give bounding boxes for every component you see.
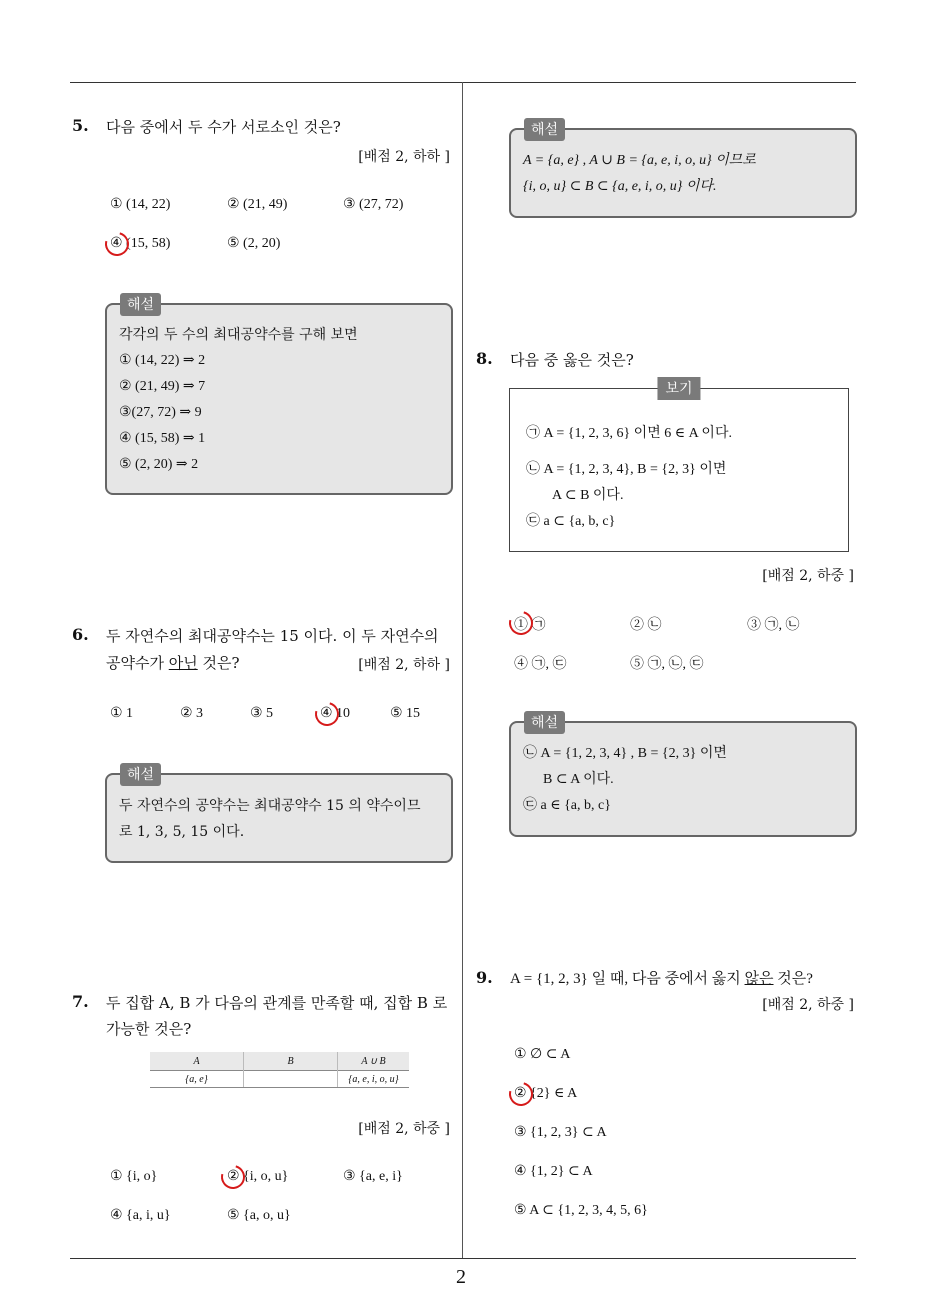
- q7-meta: [배점 2, 하중 ]: [358, 1121, 450, 1137]
- q5-explanation-box: [105, 297, 453, 495]
- q5-explanation-line: ② (21, 49) ⇒ 7: [119, 379, 206, 394]
- q8-text: 다음 중 옳은 것은?: [510, 351, 634, 369]
- q7-option-3[interactable]: ③ {a, e, i}: [343, 1169, 403, 1184]
- q7-text-line1: 두 집합 A, B 가 다음의 관계를 만족할 때, 집합 B 로: [106, 994, 448, 1012]
- q9-text-emphasis: 않은: [744, 971, 774, 987]
- q6-explanation-tag: 해설: [120, 763, 161, 786]
- q8-option-4[interactable]: ④ ㉠, ㉢: [514, 657, 567, 672]
- q8-bogi-item: ㉠ A = {1, 2, 3, 6} 이면 6 ∈ A 이다.: [526, 426, 732, 441]
- q6-option-5[interactable]: ⑤ 15: [390, 706, 421, 721]
- q7-text-line2: 가능한 것은?: [106, 1020, 192, 1038]
- q8-option-3[interactable]: ③ ㉠, ㉡: [747, 618, 800, 633]
- q5-explanation-line: 각각의 두 수의 최대공약수를 구해 보면: [119, 327, 358, 343]
- q6-option-2[interactable]: ② 3: [180, 706, 204, 721]
- q9-option-1[interactable]: ① ∅ ⊂ A: [514, 1047, 571, 1062]
- q6-option-4[interactable]: ④ 10: [320, 706, 351, 721]
- q7-explanation-line: A = {a, e} , A ∪ B = {a, e, i, o, u} 이므로: [523, 153, 756, 168]
- q7-explanation-box: [509, 122, 857, 218]
- q5-explanation-line: ⑤ (2, 20) ⇒ 2: [119, 457, 199, 472]
- table-cell: [244, 1071, 338, 1088]
- table-cell: {a, e, i, o, u}: [338, 1071, 410, 1088]
- q6-text-line1: 두 자연수의 최대공약수는 15 이다. 이 두 자연수의: [106, 627, 439, 645]
- q8-meta: [배점 2, 하중 ]: [762, 568, 854, 584]
- q5-option-5[interactable]: ⑤ (2, 20): [227, 236, 281, 251]
- q6-text-part: 공약수가: [106, 654, 169, 672]
- q6-text-part: 것은?: [197, 654, 240, 672]
- q9-text: [510, 967, 813, 991]
- q5-answer-mark: [101, 228, 134, 261]
- q6-answer-mark: [311, 698, 344, 731]
- q8-bogi-item: A ⊂ B 이다.: [552, 488, 624, 503]
- q5-explanation-line: ④ (15, 58) ⇒ 1: [119, 431, 206, 446]
- table-header: A: [150, 1052, 244, 1071]
- q8-explanation-tag: 해설: [524, 711, 565, 734]
- q9-option-5[interactable]: ⑤ A ⊂ {1, 2, 3, 4, 5, 6}: [514, 1203, 648, 1218]
- q8-explanation-box: [509, 715, 857, 837]
- q9-option-3[interactable]: ③ {1, 2, 3} ⊂ A: [514, 1125, 607, 1140]
- q8-option-1[interactable]: ① ㉠: [514, 618, 546, 633]
- table-cell: {a, e}: [150, 1071, 244, 1088]
- page-number: 2: [456, 1266, 466, 1288]
- q7-option-1[interactable]: ① {i, o}: [110, 1169, 158, 1184]
- q5-number: 5.: [72, 116, 89, 135]
- q5-option-2[interactable]: ② (21, 49): [227, 197, 288, 212]
- q7-option-2[interactable]: ② {i, o, u}: [227, 1169, 289, 1184]
- q9-answer-mark: [505, 1078, 538, 1111]
- q5-explanation-tag: 해설: [120, 293, 161, 316]
- q8-explanation-line: B ⊂ A 이다.: [543, 772, 614, 787]
- top-rule: [70, 82, 856, 83]
- q9-text-part: 것은?: [773, 971, 813, 987]
- q9-option-2[interactable]: ② {2} ∈ A: [514, 1086, 578, 1101]
- q7-sets-table: [150, 1052, 409, 1088]
- q8-bogi-box: [509, 381, 849, 552]
- q8-option-5[interactable]: ⑤ ㉠, ㉡, ㉢: [630, 657, 704, 672]
- q7-explanation-tag: 해설: [524, 118, 565, 141]
- q8-explanation-line: ㉡ A = {1, 2, 3, 4} , B = {2, 3} 이면: [523, 746, 727, 761]
- q6-explanation-line: 로 1, 3, 5, 15 이다.: [119, 824, 245, 840]
- q7-option-5[interactable]: ⑤ {a, o, u}: [227, 1208, 291, 1223]
- q6-meta: [배점 2, 하하 ]: [358, 657, 450, 673]
- q5-option-1[interactable]: ① (14, 22): [110, 197, 171, 212]
- q5-meta: [배점 2, 하하 ]: [358, 149, 450, 165]
- column-divider: [462, 82, 463, 1258]
- q8-option-2[interactable]: ② ㉡: [630, 618, 662, 633]
- bottom-rule: [70, 1258, 856, 1259]
- q6-number: 6.: [72, 625, 89, 644]
- q5-option-3[interactable]: ③ (27, 72): [343, 197, 404, 212]
- q8-answer-mark: [505, 607, 538, 640]
- q7-explanation-line: {i, o, u} ⊂ B ⊂ {a, e, i, o, u} 이다.: [523, 179, 717, 194]
- q5-explanation-line: ③(27, 72) ⇒ 9: [119, 405, 202, 420]
- q8-bogi-item: ㉡ A = {1, 2, 3, 4}, B = {2, 3} 이면: [526, 462, 727, 477]
- q6-option-3[interactable]: ③ 5: [250, 706, 274, 721]
- table-header: B: [244, 1052, 338, 1071]
- q6-explanation-line: 두 자연수의 공약수는 최대공약수 15 의 약수이므: [119, 798, 421, 814]
- q8-number: 8.: [476, 349, 493, 368]
- q6-text-emphasis: 아닌: [168, 654, 198, 672]
- q8-explanation-line: ㉢ a ∈ {a, b, c}: [523, 798, 611, 813]
- q9-number: 9.: [476, 968, 493, 987]
- q6-option-1[interactable]: ① 1: [110, 706, 134, 721]
- q5-option-4[interactable]: ④ (15, 58): [110, 236, 171, 251]
- q6-explanation-box: [105, 767, 453, 863]
- q7-option-4[interactable]: ④ {a, i, u}: [110, 1208, 171, 1223]
- q7-answer-mark: [217, 1161, 250, 1194]
- q9-meta: [배점 2, 하중 ]: [762, 997, 854, 1013]
- q5-explanation-line: ① (14, 22) ⇒ 2: [119, 353, 206, 368]
- q6-text-line2: [106, 651, 240, 675]
- table-header: A ∪ B: [338, 1052, 410, 1071]
- q9-option-4[interactable]: ④ {1, 2} ⊂ A: [514, 1164, 593, 1179]
- q8-bogi-tag: 보기: [657, 377, 700, 400]
- q7-number: 7.: [72, 992, 89, 1011]
- q8-bogi-item: ㉢ a ⊂ {a, b, c}: [526, 514, 616, 529]
- q9-text-part: A = {1, 2, 3} 일 때, 다음 중에서 옳지: [510, 971, 745, 987]
- q5-text: 다음 중에서 두 수가 서로소인 것은?: [106, 118, 341, 136]
